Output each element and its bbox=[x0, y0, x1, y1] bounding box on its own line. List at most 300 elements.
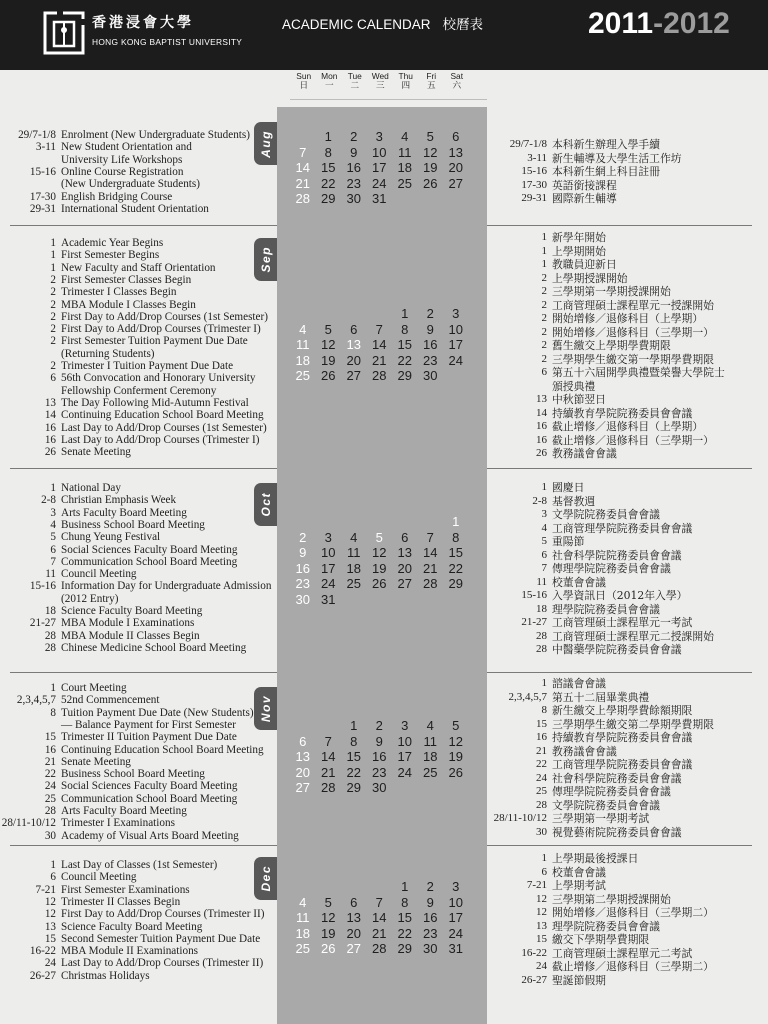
calendar-day: 25 bbox=[346, 576, 361, 591]
event-text: 本科新生網上科目註冊 bbox=[552, 165, 660, 178]
event-date: 16 bbox=[44, 421, 56, 434]
event-text: Trimester I Examinations bbox=[61, 817, 175, 830]
event-text: 校董會會議 bbox=[552, 575, 606, 589]
event-line-zh bbox=[0, 616, 768, 630]
event-text: New Student Orientation and bbox=[61, 141, 192, 154]
event-text: 工商管理學院院務委員會會議 bbox=[552, 521, 693, 535]
event-text: 第五十六屆開學典禮暨榮譽大學院士 bbox=[552, 366, 725, 379]
event-date: 2 bbox=[541, 339, 547, 351]
month-divider-right bbox=[487, 225, 752, 226]
event-text: Last Day to Add/Drop Courses (1st Semester) bbox=[61, 421, 267, 434]
event-date: 13 bbox=[536, 393, 547, 405]
event-date: 26 bbox=[536, 447, 547, 459]
event-text: Trimester I Tuition Payment Due Date bbox=[61, 360, 234, 372]
event-text: Last Day to Add/Drop Courses (Trimester I) bbox=[61, 433, 260, 446]
event-date: 2-8 bbox=[41, 494, 56, 507]
event-date: 24 bbox=[536, 960, 547, 972]
event-text: 截止增修／退修科目（上學期） bbox=[552, 420, 704, 433]
calendar-day: 23 bbox=[372, 764, 387, 780]
calendar-day: 5 bbox=[375, 529, 383, 545]
calendar-day: 24 bbox=[321, 576, 336, 591]
event-date: 8 bbox=[541, 704, 547, 716]
event-date: 4 bbox=[50, 518, 56, 531]
calendar-day: 20 bbox=[346, 352, 361, 368]
calendar-day: 21 bbox=[321, 764, 336, 780]
event-line-zh bbox=[0, 152, 768, 166]
event-date: 2,3,4,5,7 bbox=[16, 694, 56, 707]
event-text: — Balance Payment for First Semester bbox=[61, 718, 236, 731]
calendar-day: 2 bbox=[299, 529, 307, 545]
event-date: 1 bbox=[50, 261, 56, 274]
calendar-day: 5 bbox=[324, 321, 332, 337]
event-line-zh bbox=[0, 407, 768, 421]
event-line-zh bbox=[0, 258, 768, 272]
event-date: 30 bbox=[536, 825, 547, 838]
calendar-day: 7 bbox=[299, 144, 307, 160]
calendar-day: 4 bbox=[426, 718, 434, 733]
event-text: 三學期學生繳交第一學期學費期限 bbox=[552, 352, 714, 366]
event-text: 上學期考試 bbox=[552, 879, 606, 892]
calendar-day: 24 bbox=[397, 764, 412, 780]
event-date: 16-22 bbox=[521, 946, 547, 959]
event-date: 21-27 bbox=[521, 616, 547, 628]
calendar-day: 4 bbox=[299, 894, 307, 910]
weekday-label-en: Wed bbox=[371, 71, 389, 81]
calendar-day: 29 bbox=[346, 780, 361, 795]
event-date: 2 bbox=[50, 286, 56, 299]
calendar-day: 19 bbox=[448, 749, 463, 764]
event-date: 2 bbox=[541, 285, 547, 297]
event-date: 3-11 bbox=[35, 141, 56, 154]
event-text: (Returning Students) bbox=[61, 347, 155, 360]
calendar-day: 6 bbox=[452, 129, 460, 144]
event-date: 18 bbox=[44, 605, 56, 617]
event-date: 21 bbox=[536, 744, 547, 757]
calendar-day: 25 bbox=[295, 941, 310, 956]
event-date: 14 bbox=[536, 406, 547, 419]
header-bar bbox=[0, 0, 768, 70]
event-date: 1 bbox=[541, 481, 547, 493]
calendar-day: 6 bbox=[401, 529, 409, 545]
weekday-header-mon bbox=[317, 71, 343, 92]
event-text: Chinese Medicine School Board Meeting bbox=[61, 641, 247, 654]
calendar-day: 12 bbox=[321, 910, 336, 925]
event-text: 國慶日 bbox=[552, 481, 585, 494]
event-text: Trimester I Classes Begin bbox=[61, 286, 177, 299]
event-date: 29/7-1/8 bbox=[18, 129, 56, 141]
event-line-zh bbox=[0, 299, 768, 313]
university-name-zh: 香港浸會大學 bbox=[92, 15, 194, 31]
calendar-day: 13 bbox=[295, 749, 310, 764]
event-text: Court Meeting bbox=[61, 682, 127, 694]
calendar-day: 14 bbox=[321, 749, 336, 764]
event-text: (2012 Entry) bbox=[61, 592, 119, 605]
event-date: 1 bbox=[541, 231, 547, 243]
calendar-day: 6 bbox=[299, 733, 307, 749]
calendar-day: 11 bbox=[296, 910, 310, 925]
calendar-day: 11 bbox=[398, 144, 412, 160]
month-tab-label: Oct bbox=[258, 492, 273, 517]
event-date: 28 bbox=[44, 629, 56, 642]
event-date: 15 bbox=[44, 731, 56, 744]
event-text: Social Sciences Faculty Board Meeting bbox=[61, 780, 238, 793]
event-date: 16 bbox=[44, 743, 56, 756]
calendar-day: 18 bbox=[346, 560, 361, 576]
event-date: 12 bbox=[536, 906, 547, 918]
event-date: 25 bbox=[44, 792, 56, 805]
event-date: 3 bbox=[541, 508, 547, 520]
weekday-label-zh: 四 bbox=[401, 81, 411, 91]
event-text: 理學院院務委員會會議 bbox=[552, 919, 660, 933]
event-text: 工商管理碩士課程單元一考試 bbox=[552, 616, 693, 629]
event-text: 文學院院務委員會會議 bbox=[552, 798, 660, 812]
weekday-header-wed bbox=[368, 71, 394, 92]
calendar-day: 19 bbox=[423, 160, 438, 175]
calendar-day: 18 bbox=[423, 749, 438, 764]
event-date: 28 bbox=[536, 643, 547, 655]
event-text: Communication School Board Meeting bbox=[61, 792, 238, 805]
event-text: Academic Year Begins bbox=[61, 237, 164, 249]
weekday-label-en: Sat bbox=[450, 71, 464, 81]
calendar-day: 26 bbox=[448, 764, 463, 780]
calendar-day: 31 bbox=[372, 191, 387, 206]
calendar-day: 4 bbox=[401, 129, 409, 144]
month-divider-right bbox=[487, 845, 752, 846]
event-line-zh bbox=[0, 906, 768, 920]
event-text: Second Semester Tuition Payment Due Date bbox=[61, 932, 261, 945]
calendar-day: 2 bbox=[350, 129, 358, 144]
event-text: 三學期學生繳交第二學期學費期限 bbox=[552, 717, 714, 731]
event-date: 21 bbox=[44, 755, 56, 768]
event-date: 14 bbox=[44, 409, 56, 422]
weekday-label-en: Fri bbox=[426, 71, 437, 81]
event-text: Last Day of Classes (1st Semester) bbox=[61, 859, 218, 871]
event-line-zh bbox=[0, 420, 768, 434]
calendar-day: 10 bbox=[321, 545, 336, 560]
weekday-label-zh: 日 bbox=[299, 81, 309, 91]
event-date: 2 bbox=[541, 298, 547, 311]
weekday-header-divider bbox=[290, 99, 487, 100]
event-date: 6 bbox=[50, 372, 56, 385]
event-text: Continuing Education School Board Meeting bbox=[61, 409, 264, 422]
event-date: 2 bbox=[541, 271, 547, 284]
event-line-zh bbox=[0, 691, 768, 705]
calendar-day: 16 bbox=[372, 749, 387, 764]
month-divider-left bbox=[10, 845, 277, 846]
event-line-zh bbox=[0, 812, 768, 826]
event-text: First Semester Begins bbox=[61, 249, 160, 262]
event-text: Communication School Board Meeting bbox=[61, 555, 238, 568]
calendar-day: 22 bbox=[321, 175, 336, 191]
calendar-day: 28 bbox=[372, 941, 387, 956]
calendar-day: 22 bbox=[397, 925, 412, 941]
event-date: 26 bbox=[44, 446, 56, 459]
event-date: 7-21 bbox=[35, 883, 56, 896]
event-date: 15 bbox=[44, 932, 56, 945]
calendar-day: 10 bbox=[372, 144, 387, 160]
calendar-day: 16 bbox=[423, 910, 438, 925]
month-divider-left bbox=[10, 468, 277, 469]
calendar-day: 22 bbox=[397, 352, 412, 368]
calendar-day: 17 bbox=[448, 337, 463, 352]
calendar-day: 30 bbox=[346, 191, 361, 206]
event-text: Senate Meeting bbox=[61, 446, 131, 459]
event-line-zh bbox=[0, 704, 768, 718]
event-line-zh bbox=[0, 272, 768, 286]
weekday-label-zh: 五 bbox=[426, 81, 436, 91]
calendar-day: 3 bbox=[324, 529, 332, 545]
month-divider-left bbox=[10, 672, 277, 673]
calendar-day: 8 bbox=[350, 733, 358, 749]
event-date: 2 bbox=[541, 352, 547, 365]
event-date: 12 bbox=[44, 895, 56, 908]
event-date: 7-21 bbox=[526, 879, 547, 891]
event-date: 28 bbox=[44, 641, 56, 654]
calendar-day: 10 bbox=[397, 733, 412, 749]
hkbu-logo-icon bbox=[42, 10, 86, 56]
calendar-day: 28 bbox=[372, 368, 387, 383]
calendar-day: 28 bbox=[423, 576, 438, 591]
event-text: First Day to Add/Drop Courses (Trimester I) bbox=[61, 323, 261, 336]
event-date: 30 bbox=[44, 829, 56, 842]
event-line-zh bbox=[0, 179, 768, 193]
calendar-day: 5 bbox=[324, 894, 332, 910]
event-date: 5 bbox=[50, 531, 56, 544]
event-line-zh bbox=[0, 522, 768, 536]
calendar-day: 18 bbox=[295, 925, 310, 941]
event-date: 11 bbox=[45, 568, 56, 581]
event-text: 傳理學院院務委員會會議 bbox=[552, 785, 671, 798]
calendar-day: 8 bbox=[452, 529, 460, 545]
calendar-title bbox=[282, 15, 483, 35]
calendar-day: 2 bbox=[426, 879, 434, 894]
event-date: 15 bbox=[536, 717, 547, 730]
event-text: 截止增修／退修科目（三學期二） bbox=[552, 960, 714, 973]
event-text: Arts Faculty Board Meeting bbox=[61, 506, 187, 519]
event-date: 21-27 bbox=[29, 617, 56, 630]
calendar-day: 31 bbox=[448, 941, 463, 956]
calendar-day: 1 bbox=[452, 514, 460, 529]
event-text: First Day to Add/Drop Courses (1st Semester) bbox=[61, 310, 268, 323]
event-date: 7 bbox=[541, 562, 547, 574]
calendar-day: 22 bbox=[448, 560, 463, 576]
calendar-day: 22 bbox=[346, 764, 361, 780]
calendar-day: 28 bbox=[321, 780, 336, 795]
event-line-zh bbox=[0, 879, 768, 893]
event-text: MBA Module II Examinations bbox=[61, 945, 199, 958]
event-text: 繳交下學期學費期限 bbox=[552, 933, 650, 946]
calendar-day: 30 bbox=[423, 368, 438, 383]
calendar-day: 5 bbox=[426, 129, 434, 144]
weekday-label-en: Sun bbox=[296, 71, 312, 81]
event-date: 3-11 bbox=[527, 151, 547, 164]
academic-year bbox=[588, 6, 730, 42]
calendar-day: 16 bbox=[295, 560, 310, 576]
calendar-day: 14 bbox=[423, 545, 438, 560]
event-line-zh bbox=[0, 933, 768, 947]
event-date: 2 bbox=[541, 325, 547, 338]
event-date: 28/11-10/12 bbox=[493, 812, 547, 824]
calendar-day: 18 bbox=[295, 352, 310, 368]
event-date: 24 bbox=[536, 771, 547, 784]
calendar-day: 9 bbox=[375, 733, 383, 749]
calendar-day: 12 bbox=[448, 733, 463, 749]
event-line-zh bbox=[0, 481, 768, 495]
event-line-zh bbox=[0, 562, 768, 576]
calendar-day: 25 bbox=[295, 368, 310, 383]
calendar-day: 20 bbox=[346, 925, 361, 941]
event-line-zh bbox=[0, 447, 768, 461]
event-text: First Semester Examinations bbox=[61, 883, 190, 896]
event-date: 6 bbox=[541, 548, 547, 561]
event-date: 18 bbox=[536, 602, 547, 615]
weekday-header-sun bbox=[291, 71, 317, 92]
event-date: 1 bbox=[50, 237, 56, 249]
event-text: 本科新生辦理入學手續 bbox=[552, 138, 660, 151]
event-text: Continuing Education School Board Meeting bbox=[61, 743, 264, 756]
event-date: 15 bbox=[536, 933, 547, 945]
weekday-label-en: Mon bbox=[321, 71, 338, 81]
event-date: 1 bbox=[541, 258, 547, 270]
calendar-day: 3 bbox=[401, 718, 409, 733]
event-text: 新生繳交上學期學費餘額期限 bbox=[552, 704, 693, 717]
calendar-day: 9 bbox=[426, 894, 434, 910]
event-date: 2 bbox=[50, 298, 56, 311]
calendar-day: 21 bbox=[295, 175, 310, 191]
event-text: Tuition Payment Due Date (New Students) bbox=[61, 706, 254, 719]
event-text: 上學期授課開始 bbox=[552, 271, 628, 285]
event-date: 5 bbox=[541, 535, 547, 547]
calendar-day: 15 bbox=[448, 545, 463, 560]
calendar-day: 9 bbox=[299, 545, 307, 560]
event-date: 2 bbox=[50, 323, 56, 336]
calendar-day: 29 bbox=[448, 576, 463, 591]
event-date: 2 bbox=[50, 310, 56, 323]
event-text: 截止增修／退修科目（三學期一） bbox=[552, 433, 714, 447]
event-text: 52nd Commencement bbox=[61, 694, 160, 707]
event-text: Science Faculty Board Meeting bbox=[61, 920, 203, 933]
event-text: Online Course Registration bbox=[61, 165, 184, 178]
event-text: Christian Emphasis Week bbox=[61, 494, 177, 507]
event-line-zh bbox=[0, 575, 768, 593]
calendar-title-en: ACADEMIC CALENDAR bbox=[282, 17, 431, 32]
event-date: 2-8 bbox=[532, 494, 547, 507]
event-date: 22 bbox=[44, 768, 56, 781]
event-text: 中秋節翌日 bbox=[552, 393, 606, 406]
calendar-day: 14 bbox=[295, 160, 310, 175]
calendar-day: 13 bbox=[397, 545, 412, 560]
calendar-day: 10 bbox=[448, 321, 463, 337]
event-text: Business School Board Meeting bbox=[61, 518, 205, 531]
event-date: 24 bbox=[44, 957, 56, 970]
calendar-day: 3 bbox=[375, 129, 383, 144]
event-date: 26-27 bbox=[521, 973, 547, 986]
event-date: 28 bbox=[536, 629, 547, 642]
event-line-zh bbox=[0, 947, 768, 961]
calendar-day: 8 bbox=[324, 144, 332, 160]
event-text: Christmas Holidays bbox=[61, 969, 150, 982]
event-line-zh bbox=[0, 231, 768, 245]
event-text: 教務議會會議 bbox=[552, 447, 617, 460]
calendar-day: 16 bbox=[346, 160, 361, 175]
event-date: 6 bbox=[541, 366, 547, 378]
calendar-day: 13 bbox=[448, 144, 463, 160]
calendar-day: 26 bbox=[423, 175, 438, 191]
calendar-day: 29 bbox=[397, 368, 412, 383]
event-text: New Faculty and Staff Orientation bbox=[61, 261, 216, 274]
event-text: 視覺藝術院院務委員會會議 bbox=[552, 825, 682, 839]
calendar-day: 26 bbox=[321, 941, 336, 956]
event-date: 1 bbox=[541, 852, 547, 864]
month-divider-left bbox=[10, 225, 277, 226]
calendar-day: 24 bbox=[448, 352, 463, 368]
event-date: 1 bbox=[50, 682, 56, 694]
month-divider-right bbox=[487, 672, 752, 673]
event-date: 13 bbox=[44, 920, 56, 933]
calendar-day: 21 bbox=[372, 352, 387, 368]
calendar-day: 8 bbox=[401, 894, 409, 910]
calendar-day: 25 bbox=[397, 175, 412, 191]
event-text: 諮議會會議 bbox=[552, 677, 606, 690]
calendar-day: 19 bbox=[372, 560, 387, 576]
calendar-day: 11 bbox=[423, 733, 437, 749]
calendar-day: 20 bbox=[295, 764, 310, 780]
event-text: 社會科學院院務委員會會議 bbox=[552, 548, 682, 562]
calendar-day: 15 bbox=[321, 160, 336, 175]
event-date: 29-31 bbox=[29, 202, 56, 215]
event-line-zh bbox=[0, 745, 768, 759]
calendar-day: 27 bbox=[397, 576, 412, 591]
event-date: 13 bbox=[536, 919, 547, 932]
event-text: Trimester II Tuition Payment Due Date bbox=[61, 731, 237, 744]
calendar-day: 12 bbox=[321, 337, 336, 352]
calendar-day: 12 bbox=[423, 144, 438, 160]
event-text: Enrolment (New Undergraduate Students) bbox=[61, 129, 250, 141]
event-line-zh bbox=[0, 312, 768, 326]
event-date: 29/7-1/8 bbox=[509, 138, 547, 150]
weekday-header-fri bbox=[419, 71, 445, 92]
event-text: Business School Board Meeting bbox=[61, 768, 205, 781]
calendar-day: 1 bbox=[324, 129, 332, 144]
event-text: 教務議會會議 bbox=[552, 744, 617, 758]
weekday-header-tue bbox=[342, 71, 368, 92]
event-line-zh bbox=[0, 589, 768, 603]
calendar-day: 15 bbox=[397, 910, 412, 925]
event-text: 舊生繳交上學期學費期限 bbox=[552, 339, 671, 352]
event-text: 頒授典禮 bbox=[552, 379, 596, 393]
event-date: 7 bbox=[50, 555, 56, 568]
event-line-zh bbox=[0, 603, 768, 617]
calendar-day: 17 bbox=[397, 749, 412, 764]
event-line-zh bbox=[0, 974, 768, 988]
month-tab-label: Nov bbox=[258, 694, 273, 723]
event-date: 16-22 bbox=[29, 945, 56, 958]
event-date: 6 bbox=[50, 871, 56, 884]
weekday-header-thu bbox=[393, 71, 419, 92]
event-date: 16 bbox=[536, 731, 547, 743]
event-date: 24 bbox=[44, 780, 56, 793]
event-text: 三學期第一學期考試 bbox=[552, 812, 650, 825]
event-line-zh bbox=[0, 495, 768, 509]
calendar-day: 6 bbox=[350, 321, 358, 337]
calendar-day: 11 bbox=[347, 545, 361, 560]
event-text: 工商管理學院院務委員會會議 bbox=[552, 758, 693, 771]
event-date: 26-27 bbox=[29, 969, 56, 982]
calendar-day: 29 bbox=[321, 191, 336, 206]
month-tab-label: Aug bbox=[258, 129, 273, 158]
calendar-day: 12 bbox=[372, 545, 387, 560]
event-line-zh bbox=[0, 380, 768, 394]
